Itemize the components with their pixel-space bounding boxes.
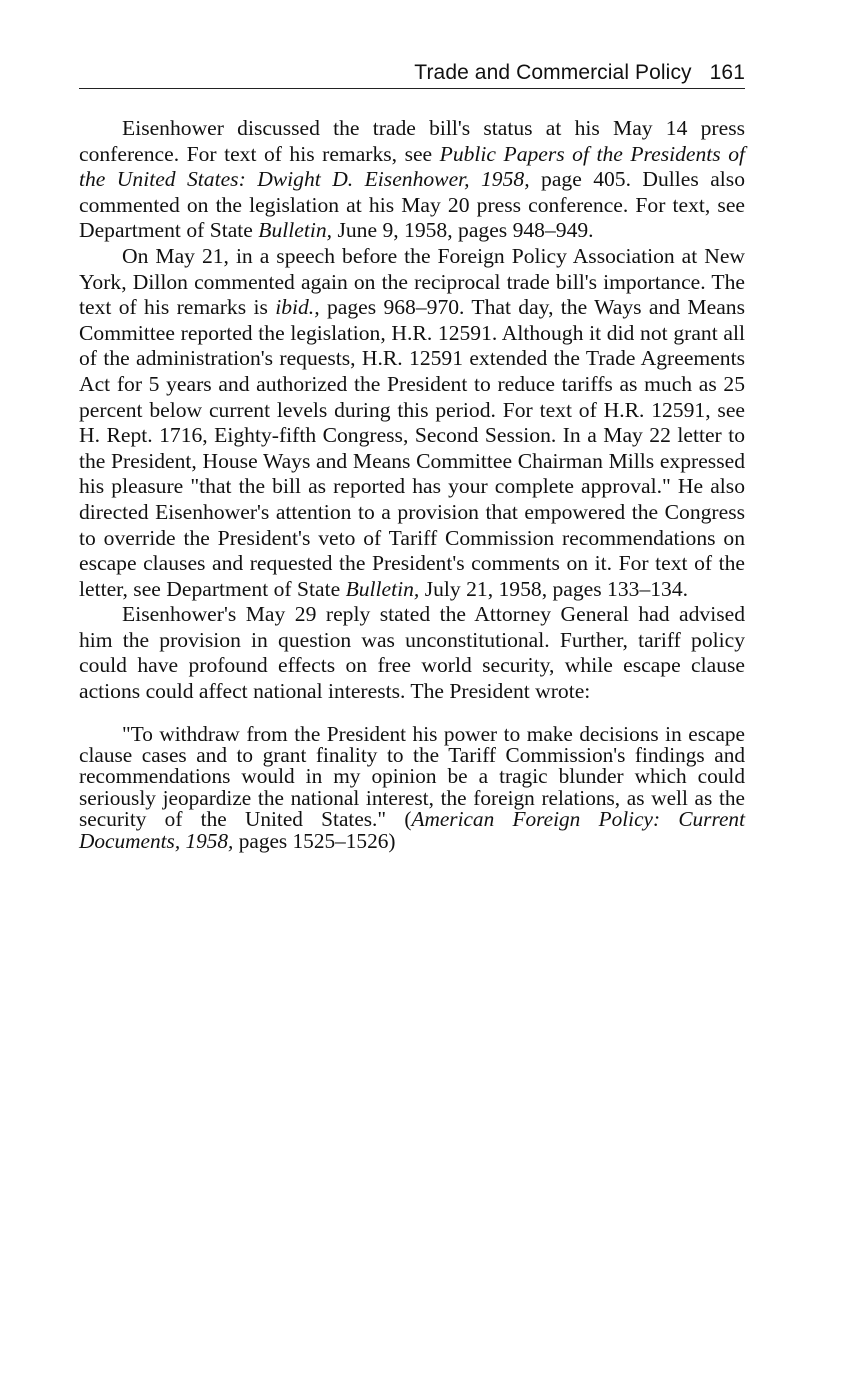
paragraph-1-text-3: June 9, 1958, pages 948–949. — [332, 218, 594, 243]
paragraph-3-text-1: Eisenhower's May 29 reply stated the Attorney General had advised him the provision in question was unconstitutional. Further, tariff policy could have profound effects on free world security, while escape clause actions could affect national interests. The President wrote: — [79, 602, 745, 704]
quote-text: "To withdraw from the President his power to make decisions in escape clause cases and to grant finality to the Tariff Commission's findings and recommendations would in my opinion be a tragic blunder which could seriously jeopardize the national interest, the foreign relations, as well as the security of the United States." ( — [79, 721, 745, 832]
paragraph-2-citation-ibid: ibid., — [275, 295, 320, 320]
running-header — [79, 60, 745, 89]
paragraph-3 — [79, 602, 745, 704]
paragraph-1 — [79, 116, 745, 244]
paragraph-2-text-3: July 21, 1958, pages 133–134. — [419, 576, 689, 601]
body-text — [79, 116, 745, 705]
paragraph-1-text-1: Eisenhower discussed the trade bill's status at his May 14 press conference. For text of his remarks, see — [79, 116, 745, 166]
paragraph-2-citation-bulletin: Bulletin, — [345, 576, 420, 601]
paragraph-1-text-2: page 405. Dulles also commented on the legislation at his May 20 press conference. For text, see Department of State — [79, 167, 745, 243]
paragraph-1-citation-bulletin: Bulletin, — [258, 218, 333, 243]
quote-citation-title: American Foreign Policy: Current Documents, 1958, — [79, 807, 745, 853]
paragraph-2 — [79, 244, 745, 602]
quote-citation-pages: pages 1525–1526) — [233, 828, 396, 853]
document-page — [79, 60, 745, 852]
block-quote — [79, 721, 745, 853]
paragraph-2-text-1: On May 21, in a speech before the Foreign Policy Association at New York, Dillon commented again on the reciprocal trade bill's importance. The text of his remarks is — [79, 243, 745, 320]
paragraph-1-citation-public-papers: Public Papers of the Presidents of the United States: Dwight D. Eisenhower, 1958, — [79, 141, 745, 192]
page-number: 161 — [709, 61, 745, 84]
paragraph-2-text-2: pages 968–970. That day, the Ways and Means Committee reported the legislation, H.R. 12591. Although it did not grant all of the administration's requests, H.R. 12591 extended the Trade Agreements Act for 5 years and authorized the President to reduce tariffs as much as 25 percent below current levels during this period. For text of H.R. 12591, see H. Rept. 1716, Eighty-fifth Congress, Second Session. In a May 22 letter to the President, House Ways and Means Committee Chairman Mills expressed his pleasure "that the bill as reported has your complete approval." He also directed Eisenhower's attention to a provision that empowered the Congress to override the President's veto of Tariff Commission recommendations on escape clauses and requested the President's comments on it. For text of the letter, see Department of State — [79, 295, 745, 601]
header-title: Trade and Commercial Policy — [414, 61, 692, 84]
